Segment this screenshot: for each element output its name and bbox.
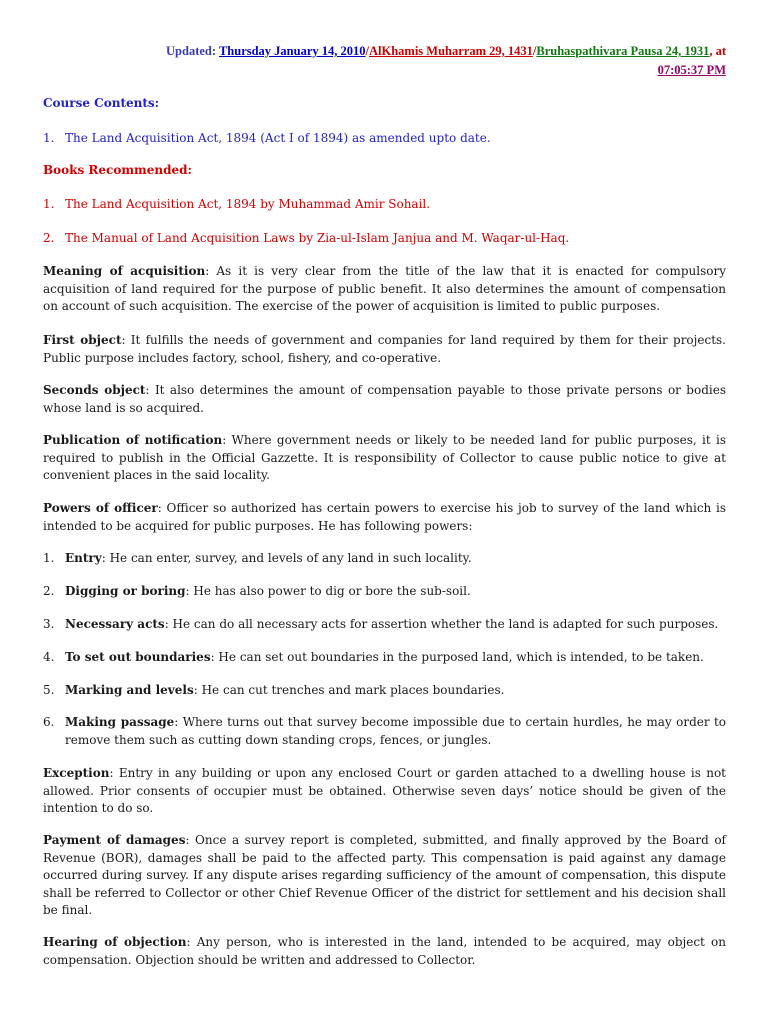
item-number: 3. xyxy=(43,617,55,631)
date-separator: / xyxy=(365,44,369,58)
power-item xyxy=(43,682,726,700)
course-contents-heading: Course Contents: xyxy=(43,96,160,110)
powers-text: : Officer so authorized has certain powers to exercise his job to survey of the land which is intended to be acquired for public purposes. He has following powers: xyxy=(43,501,726,533)
at-text: , at xyxy=(709,44,726,58)
damages-title: Payment of damages xyxy=(43,833,186,847)
power-text: : He has also power to dig or bore the sub-soil. xyxy=(185,584,471,598)
course-item-text: The Land Acquisition Act, 1894 (Act I of 1894) as amended upto date. xyxy=(65,131,491,145)
power-text: : He can enter, survey, and levels of any land in such locality. xyxy=(101,551,472,565)
first-object-title: First object xyxy=(43,333,122,347)
item-number: 2. xyxy=(43,584,55,598)
gregorian-date-link[interactable]: Thursday January 14, 2010 xyxy=(218,44,366,58)
item-number: 1. xyxy=(43,197,55,211)
book-item xyxy=(43,230,726,248)
power-item xyxy=(43,649,726,667)
power-item xyxy=(43,550,726,568)
book-item xyxy=(43,196,726,214)
first-object-text: : It fulfills the needs of government and companies for land required by them for their projects. Public purpose includes factory, school, fishery, and co-operative. xyxy=(43,333,726,365)
updated-line xyxy=(43,42,726,80)
item-number: 5. xyxy=(43,683,55,697)
power-title: Entry xyxy=(65,551,102,565)
course-item xyxy=(43,130,726,148)
item-number: 4. xyxy=(43,650,55,664)
meaning-title: Meaning of acquisition xyxy=(43,264,206,278)
first-object-paragraph xyxy=(43,332,726,367)
second-object-paragraph xyxy=(43,382,726,417)
second-object-title: Seconds object xyxy=(43,383,146,397)
power-item xyxy=(43,583,726,601)
item-number: 1. xyxy=(43,131,55,145)
second-object-text: : It also determines the amount of compensation payable to those private persons or bodies whose land is so acquired. xyxy=(43,383,726,415)
hearing-text: : Any person, who is interested in the land, intended to be acquired, may object on compensation. Objection should be written and addressed to Collector. xyxy=(43,935,726,967)
time-link[interactable]: 07:05:37 PM xyxy=(657,63,726,77)
power-item xyxy=(43,616,726,634)
power-text: : He can cut trenches and mark places boundaries. xyxy=(193,683,505,697)
power-item xyxy=(43,714,726,749)
exception-paragraph xyxy=(43,765,726,818)
meaning-text: : As it is very clear from the title of the law that it is enacted for compulsory acquisition of land required for the purpose of public benefit. It also determines the amount of compensation on account of such acquisition. The exercise of the power of acquisition is limited to public purposes. xyxy=(43,264,726,313)
date-separator: / xyxy=(532,44,537,58)
power-text: : He can set out boundaries in the purposed land, which is intended, to be taken. xyxy=(210,650,704,664)
hijri-date-link[interactable]: AlKhamis Muharram 29, 1431 xyxy=(369,44,533,58)
power-title: Necessary acts xyxy=(65,617,165,631)
power-text: : He can do all necessary acts for assertion whether the land is adapted for such purposes. xyxy=(164,617,719,631)
power-title: To set out boundaries xyxy=(65,650,211,664)
book-item-text: The Manual of Land Acquisition Laws by Zia-ul-Islam Janjua and M. Waqar-ul-Haq. xyxy=(65,231,570,245)
exception-title: Exception xyxy=(43,766,110,780)
hearing-title: Hearing of objection xyxy=(43,935,187,949)
item-number: 2. xyxy=(43,231,55,245)
indian-date-link[interactable]: Bruhaspathivara Pausa 24, 1931 xyxy=(536,44,710,58)
books-recommended-heading: Books Recommended: xyxy=(43,163,192,177)
item-number: 1. xyxy=(43,551,55,565)
item-number: 6. xyxy=(43,715,55,729)
publication-text: : Where government needs or likely to be needed land for public purposes, it is required to publish in the Official Gazzette. It is responsibility of Collector to cause public notice to give at convenient places in the said locality. xyxy=(43,433,726,482)
meaning-paragraph xyxy=(43,263,726,316)
power-title: Digging or boring xyxy=(65,584,186,598)
publication-title: Publication of notification xyxy=(43,433,223,447)
powers-title: Powers of officer xyxy=(43,501,158,515)
power-title: Marking and levels xyxy=(65,683,194,697)
publication-paragraph xyxy=(43,432,726,485)
book-item-text: The Land Acquisition Act, 1894 by Muhammad Amir Sohail. xyxy=(65,197,431,211)
damages-paragraph xyxy=(43,832,726,920)
power-text: : Where turns out that survey become impossible due to certain hurdles, he may order to remove them such as cutting down standing crops, fences, or jungles. xyxy=(65,715,727,747)
updated-label: Updated: xyxy=(166,44,217,58)
exception-text: : Entry in any building or upon any enclosed Court or garden attached to a dwelling house is not allowed. Prior consents of occupier must be obtained. Otherwise seven days’ notice should be given of the intention to do so. xyxy=(43,766,726,815)
hearing-paragraph xyxy=(43,934,726,969)
powers-paragraph xyxy=(43,500,726,535)
damages-text: : Once a survey report is completed, submitted, and finally approved by the Board of Revenue (BOR), damages shall be paid to the affected party. This compensation is paid against any damage occurred during survey. If any dispute arises regarding sufficiency of the amount of compensation, this dispute shall be referred to Collector or other Chief Revenue Officer of the district for settlement and his decision shall be final. xyxy=(43,833,726,917)
power-title: Making passage xyxy=(65,715,175,729)
